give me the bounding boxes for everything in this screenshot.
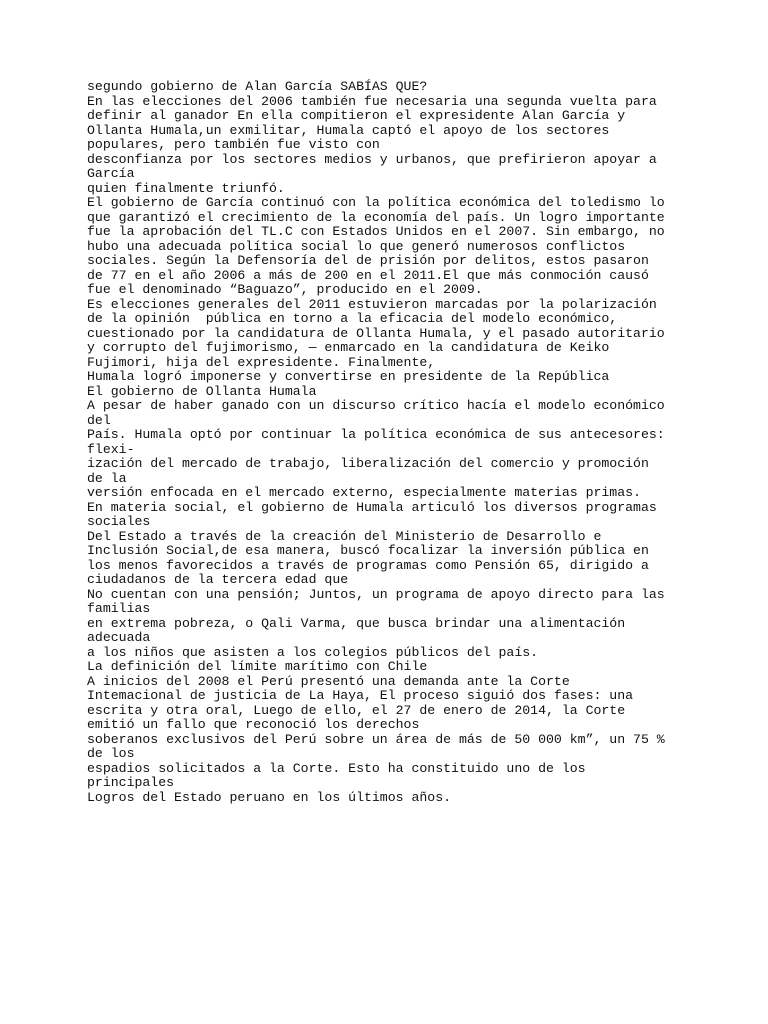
- text-line: Ollanta Humala,un exmilitar, Humala captó el apoyo de los sectores: [87, 122, 610, 138]
- text-line: Intemacional de justicia de La Haya, El proceso siguió dos fases: una: [87, 688, 634, 703]
- text-line: Es elecciones generales del 2011 estuvieron marcadas por la polarización: [87, 296, 657, 312]
- text-line: de 77 en el año 2006 a más de 200 en el 2011.El que más conmoción causó: [87, 267, 649, 283]
- text-line: País. Humala optó por continuar la política económica de sus antecesores:: [87, 427, 665, 442]
- text-line: A inicios del 2008 el Perú presentó una demanda ante la Corte: [87, 673, 570, 689]
- text-line: fue la aprobación del TL.C con Estados Unidos en el 2007. Sin embargo, no: [87, 224, 665, 239]
- text-line: La definición del límite marítimo con Chile: [87, 659, 428, 674]
- text-line: cuestionado por la candidatura de Ollanta Humala, y el pasado autoritario: [87, 325, 665, 341]
- text-line: adecuada: [87, 630, 151, 645]
- text-line: y corrupto del fujimorismo, — enmarcado en la candidatura de Keiko: [87, 340, 610, 355]
- text-line: Humala logró imponerse y convertirse en presidente de la República: [87, 369, 610, 384]
- text-line: No cuentan con una pensión; Juntos, un programa de apoyo directo para las: [87, 586, 665, 602]
- text-line: fue el denominado “Baguazo”, producido en el 2009.: [87, 282, 483, 297]
- text-line: a los niños que asisten a los colegios públicos del país.: [87, 644, 539, 660]
- text-line: ización del mercado de trabajo, liberalización del comercio y promoción: [87, 456, 649, 471]
- text-line: Inclusión Social,de esa manera, buscó focalizar la inversión pública en: [87, 543, 649, 558]
- text-line: versión enfocada en el mercado externo, especialmente materias primas.: [87, 485, 641, 500]
- text-line: El gobierno de García continuó con la política económica del toledismo lo: [87, 195, 665, 210]
- text-line: En materia social, el gobierno de Humala articuló los diversos programas: [87, 499, 657, 515]
- text-line: de los: [87, 746, 135, 761]
- text-line: García: [87, 166, 135, 181]
- text-line: hubo una adecuada política social lo que generó numerosos conflictos: [87, 238, 626, 254]
- text-line: emitió un fallo que reconoció los derechos: [87, 717, 420, 732]
- text-line: sociales: [87, 514, 151, 529]
- text-line: El gobierno de Ollanta Humala: [87, 383, 317, 399]
- text-line: A pesar de haber ganado con un discurso crítico hacía el modelo económico: [87, 398, 665, 413]
- text-line: en extrema pobreza, o Qali Varma, que busca brindar una alimentación: [87, 615, 626, 631]
- text-line: del: [87, 412, 111, 428]
- text-line: Logros del Estado peruano en los últimos años.: [87, 789, 452, 805]
- text-line: de la opinión pública en torno a la eficacia del modelo económico,: [87, 311, 618, 326]
- text-line: espadios solicitados a la Corte. Esto ha constituido uno de los: [87, 760, 586, 776]
- document-page: [87, 80, 687, 805]
- text-line: flexi-: [87, 441, 135, 457]
- text-line: segundo gobierno de Alan García SABÍAS QUE?: [87, 79, 428, 94]
- text-line: populares, pero también fue visto con: [87, 137, 380, 152]
- text-line: que garantizó el crecimiento de la economía del país. Un logro importante: [87, 209, 665, 225]
- text-line: quien finalmente triunfó.: [87, 180, 285, 196]
- text-line: definir al ganador En ella compitieron el expresidente Alan García y: [87, 108, 626, 123]
- text-line: sociales. Según la Defensoría del de prisión por delitos, estos pasaron: [87, 253, 649, 268]
- text-line: En las elecciones del 2006 también fue necesaria una segunda vuelta para: [87, 93, 657, 109]
- text-line: Del Estado a través de la creación del Ministerio de Desarrollo e: [87, 528, 602, 544]
- text-line: Fujimori, hija del expresidente. Finalmente,: [87, 354, 436, 370]
- text-line: familias: [87, 601, 151, 616]
- text-line: los menos favorecidos a través de programas como Pensión 65, dirigido a: [87, 557, 649, 573]
- text-line: escrita y otra oral, Luego de ello, el 27 de enero de 2014, la Corte: [87, 702, 626, 718]
- text-line: de la: [87, 470, 127, 486]
- text-line: ciudadanos de la tercera edad que: [87, 572, 349, 587]
- text-line: soberanos exclusivos del Perú sobre un área de más de 50 000 km”, un 75 %: [87, 731, 665, 747]
- text-line: principales: [87, 775, 175, 790]
- text-line: desconfianza por los sectores medios y urbanos, que prefirieron apoyar a: [87, 151, 657, 167]
